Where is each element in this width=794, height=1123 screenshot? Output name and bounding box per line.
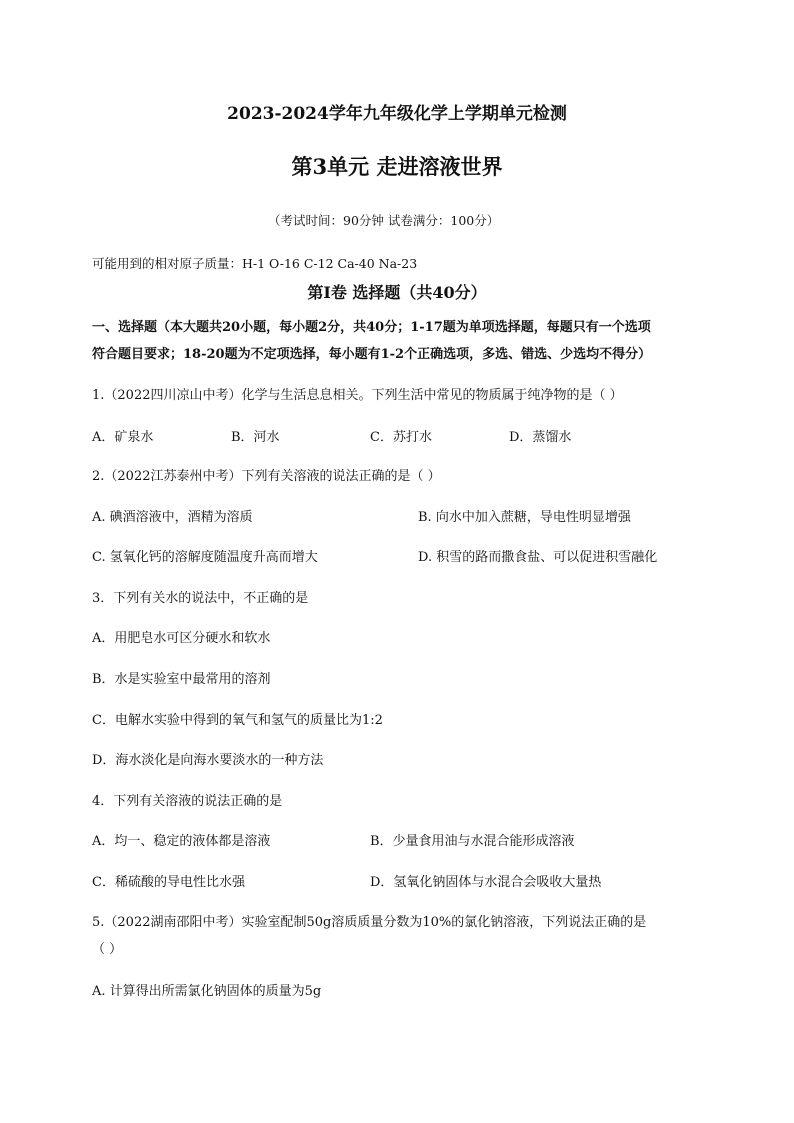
question-2-option-a: A. 碘酒溶液中，酒精为溶质	[92, 510, 253, 525]
atomic-masses: 可能用到的相对原子质量：H-1 O-16 C-12 Ca-40 Na-23	[92, 256, 418, 271]
question-1-option-a: A．矿泉水	[92, 430, 154, 445]
question-4-option-d: D．氢氧化钠固体与水混合会吸收大量热	[370, 875, 602, 890]
question-3-stem: 3．下列有关水的说法中，不正确的是	[92, 591, 309, 606]
question-3-option-d: D．海水淡化是向海水要淡水的一种方法	[92, 753, 324, 768]
question-4-option-b: B．少量食用油与水混合能形成溶液	[370, 834, 575, 849]
question-4-option-a: A．均一、稳定的液体都是溶液	[92, 834, 271, 849]
question-2-option-d: D. 积雪的路而撒食盐、可以促进积雪融化	[418, 550, 658, 565]
section-heading: 第Ⅰ卷 选择题（共40分）	[307, 283, 487, 302]
question-5-stem: 5.（2022湖南邵阳中考）实验室配制50g溶质质量分数为10%的氯化钠溶液，下列说法正确的是	[92, 915, 647, 930]
unit-title: 第3单元 走进溶液世界	[291, 154, 503, 179]
question-4-stem: 4．下列有关溶液的说法正确的是	[92, 794, 283, 809]
question-1-option-b: B．河水	[231, 430, 280, 445]
question-4-option-c: C．稀硫酸的导电性比水强	[92, 875, 245, 890]
exam-info: （考试时间：90分钟 试卷满分：100分）	[268, 213, 500, 228]
question-2-option-c: C. 氢氧化钙的溶解度随温度升高而增大	[92, 550, 318, 565]
question-1-option-d: D．蒸馏水	[509, 430, 572, 445]
question-5-stem-continuation: （ ）	[92, 942, 123, 957]
section-instructions-line1: 一、选择题（本大题共20小题，每小题2分，共40分；1-17题为单项选择题，每题只有一个选项	[92, 320, 651, 335]
question-3-option-c: C．电解水实验中得到的氧气和氢气的质量比为1:2	[92, 713, 383, 728]
question-1-stem: 1.（2022四川凉山中考）化学与生活息息相关。下列生活中常见的物质属于纯净物的是（ ）	[92, 388, 623, 403]
section-instructions-line2: 符合题目要求；18-20题为不定项选择，每小题有1-2个正确选项，多选、错选、少选均不得分）	[92, 347, 652, 362]
question-1-option-c: C．苏打水	[370, 430, 432, 445]
question-5-option-a: A. 计算得出所需氯化钠固体的质量为5g	[92, 984, 322, 999]
question-3-option-b: B．水是实验室中最常用的溶剂	[92, 672, 271, 687]
question-3-option-a: A．用肥皂水可区分硬水和软水	[92, 631, 271, 646]
exam-title: 2023-2024学年九年级化学上学期单元检测	[227, 104, 567, 124]
question-2-stem: 2.（2022江苏泰州中考）下列有关溶液的说法正确的是（ ）	[92, 469, 441, 484]
question-2-option-b: B. 向水中加入蔗糖，导电性明显增强	[418, 510, 631, 525]
